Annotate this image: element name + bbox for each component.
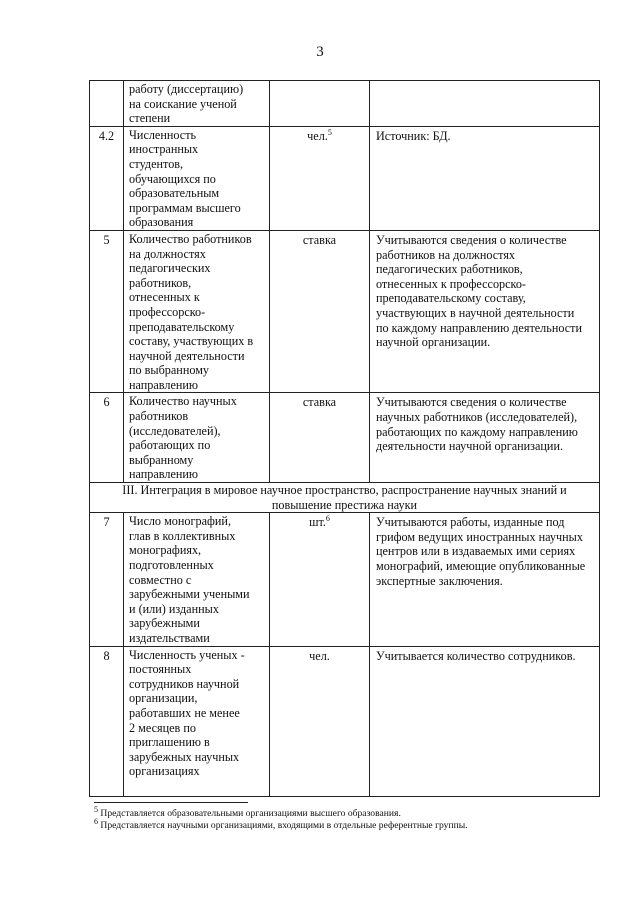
note-text: Учитываются сведения о количестве работников на должностях педагогических работников, отнесенных к профессорско- преподавательскому составу, участвующих в научной деятельности по каждому направлению деятельности научной организации. [376, 232, 582, 350]
indicator-name-cell [124, 126, 270, 230]
indicator-name-cell [124, 81, 270, 127]
note-text: Учитывается количество сотрудников. [376, 648, 576, 663]
unit-cell [270, 646, 370, 796]
note-cell [370, 81, 600, 127]
row-number-cell [90, 230, 124, 393]
unit-cell [270, 393, 370, 483]
section-heading-row [90, 483, 600, 513]
indicator-name: работу (диссертацию) на соискание ученой степени [129, 82, 244, 126]
unit-footnote-mark: 6 [325, 514, 330, 524]
row-number-cell [90, 126, 124, 230]
indicator-name: Число монографий, глав в коллективных монографиях, подготовленных совместно с зарубежными учеными и (или) изданных зарубежными издательствами [129, 514, 250, 645]
footnote-mark: 6 [94, 816, 98, 826]
footnote-6 [94, 816, 574, 832]
note-cell [370, 393, 600, 483]
row-number-cell [90, 646, 124, 796]
unit-text: чел. [309, 648, 330, 663]
section-heading: III. Интеграция в мировое научное пространство, распространение научных знаний и повышение престижа науки [122, 483, 567, 512]
unit-cell [270, 230, 370, 393]
indicator-name: Количество научных работников (исследователей), работающих по выбранному направлению [129, 394, 237, 482]
footnote-5 [94, 804, 574, 820]
indicator-name-cell [124, 646, 270, 796]
unit-text: ставка [302, 232, 337, 247]
unit-cell [270, 513, 370, 646]
unit-cell [270, 81, 370, 127]
page-number: 3 [316, 44, 324, 60]
indicator-name-cell [124, 513, 270, 646]
footnote-text: Представляется научными организациями, входящими в отдельные референтные группы. [98, 820, 468, 831]
row-number: 5 [103, 232, 110, 247]
footnote-separator [94, 802, 248, 803]
indicators-table [89, 80, 600, 797]
unit-cell [270, 126, 370, 230]
note-text: Учитываются работы, изданные под грифом ведущих иностранных научных центров или в издаваемых ими сериях монографий, имеющие опубликованные экспертные заключения. [376, 515, 586, 588]
table-row [90, 393, 600, 483]
note-cell [370, 513, 600, 646]
section-heading-cell [90, 483, 600, 513]
note-text: Источник: БД. [376, 128, 451, 143]
note-text: Учитываются сведения о количестве научных работников (исследователей), работающих по каждому направлению деятельности научной организации. [376, 395, 578, 454]
unit-footnote-mark: 5 [327, 127, 332, 137]
footnote-mark: 5 [94, 804, 98, 814]
row-number: 4.2 [98, 128, 115, 143]
indicator-name-cell [124, 393, 270, 483]
table-row [90, 230, 600, 393]
note-cell [370, 646, 600, 796]
row-number: 8 [103, 648, 110, 663]
footnotes [94, 804, 574, 832]
table-row [90, 81, 600, 127]
footnote-text: Представляется образовательными организациями высшего образования. [98, 808, 401, 819]
table-row [90, 646, 600, 796]
row-number: 7 [103, 515, 110, 530]
note-cell [370, 230, 600, 393]
indicator-name: Количество работников на должностях педагогических работников, отнесенных к профессорско- преподавательскому составу, участвующих в научной деятельности по выбранному направлению [129, 231, 254, 392]
row-number-cell [90, 513, 124, 646]
row-number: 6 [103, 395, 110, 410]
unit-text: чел. [307, 128, 328, 143]
indicator-name: Численность ученых - постоянных сотрудников научной организации, работавших не менее 2 месяцев по приглашению в зарубежных научных организациях [129, 647, 245, 779]
indicator-name: Численность иностранных студентов, обучающихся по образовательным программам высшего образования [129, 127, 241, 230]
note-cell [370, 126, 600, 230]
row-number-cell [90, 81, 124, 127]
table-row [90, 126, 600, 230]
indicator-name-cell [124, 230, 270, 393]
unit-text: шт. [309, 515, 326, 530]
row-number-cell [90, 393, 124, 483]
table-row [90, 513, 600, 646]
unit-text: ставка [302, 395, 337, 410]
